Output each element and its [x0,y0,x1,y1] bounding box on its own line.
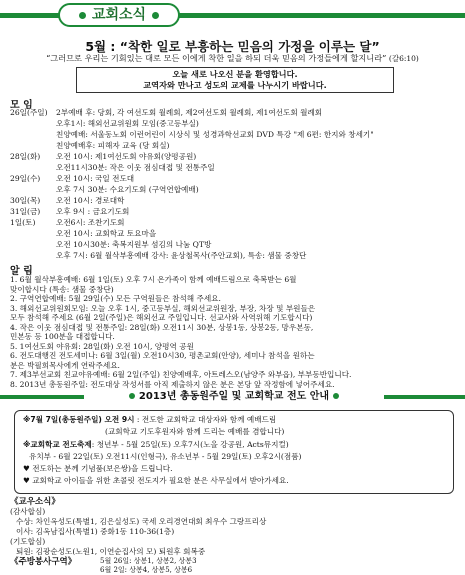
campaign-line-4: 유치부 - 6월 22일(토) 오전11시(인형극), 유소년부 - 5월 29일(토) 오후2시(점품) [29,452,302,461]
notice-line: 7. 제3부선교회 친교야유예배: 6월 2일(주일) 친양예배후, 아트레스오(남양주 와부읍), 부부동반입니다. [10,370,352,379]
header-title: 교회소식 [91,7,147,23]
notice-line: 분은 박필희목사에게 연락주세요. [10,360,120,370]
notice-line: 모두 참석해 주세요 (6월 2일(주일)은 해외선교 주일입니다. 선교사와 사역위해 기도합시다) [10,313,313,322]
scripture-verse [0,53,465,64]
bullet-dot-icon [333,393,339,399]
schedule-row: 오전 10시30분: 축복지원부 섬김의 나눔 QT방 [56,240,212,249]
schedule-row: 29일(수) 오전 10시: 국일 전도대 [10,174,135,183]
member-news-heading: 《교우소식》 [10,497,60,507]
campaign-line-1: ※7월 7일(총동원주일) 오전 9시 : 전도한 교회학교 대상자와 함께 예배드림 [23,415,277,424]
campaign-box [14,410,454,494]
news-subheading: (감사합심) [10,507,46,516]
welcome-line-2: 교역자와 만나고 성도의 교제를 나누시기 바랍니다. [143,80,327,90]
campaign-line-3: ※교회학교 전도축제: 청년부 - 5월 25일(토) 오후7시(노을 강공원, Acts뮤지컬) [23,440,289,449]
verse-reference: (갈6:10) [388,54,419,63]
banner-title-box [84,389,384,405]
notice-line: 맞이합시다 (특송: 샘물 중창단) [10,284,114,294]
campaign-line-2: (교회학교 기도후원자와 함께 드리는 예배를 겸합니다) [105,427,285,436]
campaign-line-6: ♥ 교회학교 아이들을 위한 초콜릿 전도지가 필요한 분은 사무실에서 받아가세요. [23,476,289,485]
notice-line: 1. 6월 월삭부흥예배: 6월 1일(토) 오후 7시 온가족이 함께 예배드림으로 축복받는 6월 [10,275,297,284]
schedule-row: 30일(목) 오전 10시: 경로대학 [10,196,125,205]
notice-line: 5. 1여선도회 야유회: 28일(화) 오전 10시, 양평역 공원 [10,341,194,351]
campaign-line-5: ♥ 전도하는 분께 기념품(보은쌍)을 드립니다. [23,464,173,473]
news-subheading: (기도합심) [10,537,46,546]
header-title-box [58,3,180,27]
service-line: 6월 2일: 상봉4, 상봉5, 상봉6 [100,566,193,574]
bullet-dot-icon [152,12,159,19]
bullet-dot-icon [129,393,135,399]
section-header [0,0,465,30]
welcome-line-1: 오늘 새로 나오신 분을 환영합니다. [172,69,298,79]
verse-text: “그러므로 우리는 기회있는 대로 모든 이에게 착한 일을 하되 더욱 믿음의 가정들에게 할지니라” [46,53,387,63]
welcome-box [76,67,394,93]
schedule-row: 오후1시: 해외선교위원회 모임(중고등부실) [56,119,199,128]
schedule-row: 오전 10시: 교회학교 토요마을 [56,229,157,238]
news-line: 수상: 차인옥성도(특별1, 김은실성도) 국세 오리경연대회 최우수 그랑프리상 [16,517,267,526]
notice-line: 민본동 등 100분을 대접합니다. [10,332,115,341]
schedule-heading: 모 임 [10,100,33,111]
schedule-row: 친양예배: 서울동노회 이런어린이 시상식 및 성경과학선교회 DVD 특강 "제 6편: 한지와 창세기" [56,130,374,139]
banner-title: 2013년 총동원주일 및 교회학교 전도 안내 [138,391,330,402]
notice-line: 4. 작은 이웃 점심대접 및 전통주일: 28일(화) 오전11시 30분, 상봉1동, 상봉2동, 망우본동, [10,322,314,332]
kitchen-service-heading: 《주방봉사구역》 [10,557,77,567]
notice-line: 3. 해외선교위원회모임: 오늘 오후 1시, 중고등부실, 해외선교위원장, 부장, 차장 및 부원들은 [10,303,316,313]
schedule-row: 오전11시30분: 작은 이웃 점심대접 및 전통주일 [56,163,215,172]
bullet-dot-icon [79,12,86,19]
notice-line: 8. 2013년 총동원주일: 전도대상 작성서를 아직 제출하지 않은 분은 본당 앞 작정함에 넣어주세요. [10,379,335,389]
schedule-row: 31일(금) 오후 9시 : 금요기도회 [10,207,130,216]
news-line: 퇴원: 김광순성도(노원1, 이연순집사의 모) 퇴원후 회복중 [16,547,206,556]
month-theme: 5월 : “착한 일로 부흥하는 믿음의 가정을 이루는 달” [85,39,380,54]
schedule-row: 오후 7시 30분: 수요기도회 (구역연합예배) [56,185,199,194]
news-line: 이사: 김옥남집사(특별1) 중화1동 110-36(1층) [16,527,175,536]
notice-line: 6. 전도대행진 전도세미나: 6월 3일(월) 오전10시30, 평촌교회(안양), 세미나 참석을 원하는 [10,351,315,360]
schedule-row: 오후 7시: 6월 월삭부흥예배 강사: 윤상철목사(주안교회), 특송: 샘물 중창단 [56,251,307,260]
schedule-row: 1일(토) 오전6시: 조찬기도회 [10,218,125,227]
schedule-row: 26일(주일) 2부예배 후: 당회, 각 여선도회 월례회, 제2여선도회 월례회, 제1여선도회 월례회 [10,108,323,117]
notice-line: 2. 구역연합예배: 5월 29일(수) 모든 구역원들은 참석해 주세요. [10,294,221,303]
campaign-banner [0,389,465,405]
schedule-row: 28일(화) 오전 10시: 제1여선도회 야유회(양평공원) [10,152,197,161]
service-line: 5월 26일: 상봉1, 상봉2, 상봉3 [100,557,197,565]
schedule-row: 친양예배후: 피해자 교육 (당 회실) [56,141,170,150]
notices-heading: 알 림 [10,266,33,277]
